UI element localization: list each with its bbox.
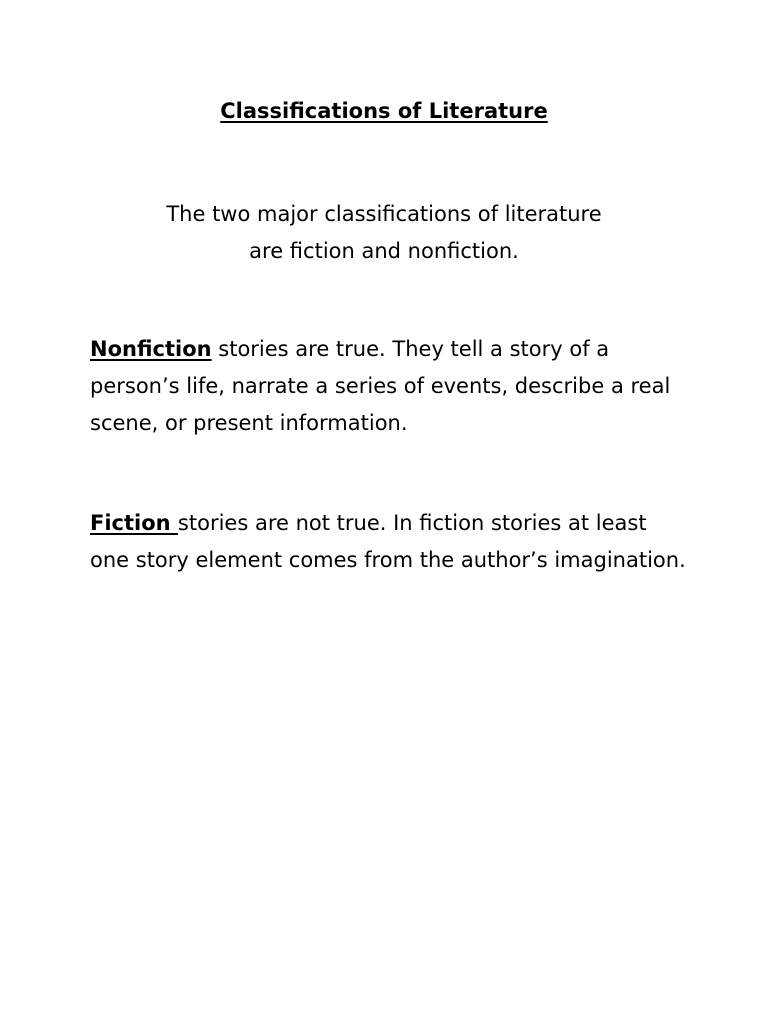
nonfiction-line-1	[90, 331, 730, 368]
intro-line-1: The two major classifications of literature	[166, 202, 602, 226]
nonfiction-line-2: person’s life, narrate a series of events, describe a real	[90, 374, 671, 398]
intro-paragraph	[0, 196, 768, 270]
title-text: Classifications of Literature	[220, 99, 548, 123]
nonfiction-line-3: scene, or present information.	[90, 411, 408, 435]
nonfiction-term: Nonfiction	[90, 337, 212, 361]
document-title	[0, 96, 768, 126]
fiction-line-1	[90, 505, 730, 542]
fiction-line-2: one story element comes from the author’s imagination.	[90, 548, 686, 572]
nonfiction-line-1-text: stories are true. They tell a story of a	[211, 337, 610, 361]
fiction-line-1-text: stories are not true. In fiction stories at least	[177, 511, 647, 535]
intro-line-2: are fiction and nonfiction.	[249, 239, 519, 263]
nonfiction-paragraph	[90, 331, 730, 442]
fiction-paragraph	[90, 505, 730, 579]
fiction-term: Fiction	[90, 511, 178, 535]
